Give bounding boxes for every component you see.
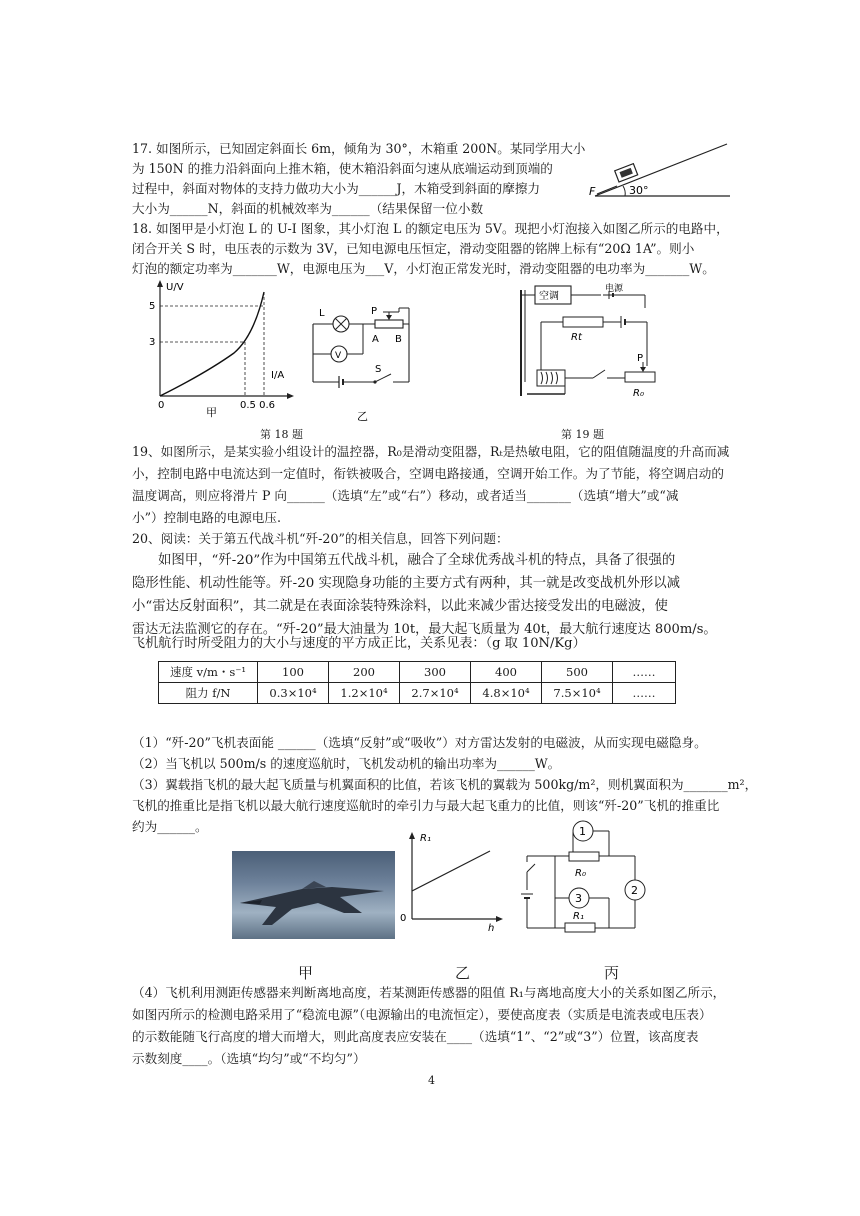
table-cell: 500	[542, 662, 613, 683]
q20-para-5: 飞机航行时所受阻力的大小与速度的平方成正比，关系见表：（g 取 10N/Kg）	[132, 636, 586, 651]
j20-jet-photo	[232, 851, 395, 939]
q20-sub-2: （2）当飞机以 500m/s 的速度巡航时，飞机发动机的输出功率为______W。	[132, 756, 561, 771]
table-row	[159, 662, 676, 683]
table-cell: ……	[613, 662, 676, 683]
graph-x-ticks: 0.5 0.6	[240, 400, 275, 411]
caption-q18: 第 18 题	[260, 428, 303, 441]
table-cell: 阻力 f/N	[159, 683, 258, 704]
r0-label-bing: R₀	[575, 868, 586, 879]
table-cell: 4.8×10⁴	[471, 683, 542, 704]
thermostat-figure	[513, 282, 663, 410]
table-cell: 100	[258, 662, 329, 683]
graph-r1-label: R₁	[420, 833, 431, 844]
q20-sub-1: （1）“歼-20”飞机表面能 ______（选填“反射”或“吸收”）对方雷达发射的电磁波，从而实现电磁隐身。	[132, 735, 707, 750]
q20-sub-4c: 的示数能随飞行高度的增大而增大，则此高度表应安装在____（选填“1”、“2”或“3”）位置，该高度表	[132, 1029, 699, 1044]
graph-zero: 0	[400, 913, 407, 924]
circuit-bing	[517, 818, 657, 930]
page-number: 4	[428, 1074, 435, 1087]
voltmeter-label: V	[335, 351, 342, 361]
q20-line-1: 20、阅读：关于第五代战斗机“歼-20”的相关信息，回答下列问题：	[132, 531, 509, 546]
graph-h-label: h	[488, 923, 495, 934]
table-cell: ……	[613, 683, 676, 704]
label-bing: 丙	[604, 964, 620, 982]
caption-q19: 第 19 题	[561, 428, 604, 441]
ui-graph	[146, 278, 296, 418]
label-jia: 甲	[298, 964, 314, 982]
label-yi: 乙	[455, 964, 471, 982]
q19-line-1: 19、如图所示，是某实验小组设计的温控器，R₀是滑动变阻器，Rₜ是热敏电阻，它的阻值随温度的升高而减	[132, 444, 730, 459]
q20-sub-4a: （4）飞机利用测距传感器来判断离地高度，若某测距传感器的阻值 R₁与离地高度大小的关系如图乙所示，	[132, 985, 726, 1000]
graph-tick-5: 5	[149, 301, 156, 312]
q17-line-3: 过程中，斜面对物体的支持力做功大小为______J，木箱受到斜面的摩擦力	[132, 181, 541, 196]
q20-para-1: 如图甲，“歼-20”作为中国第五代战斗机，融合了全球优秀战斗机的特点，具备了很强的	[158, 553, 676, 568]
q20-para-2: 隐形性能、机动性能等。歼-20 实现隐身功能的主要方式有两种，其一就是改变战机外形以减	[132, 576, 681, 591]
table-row	[159, 683, 676, 704]
graph-tick-3: 3	[149, 337, 156, 348]
q20-sub-4b: 如图丙所示的检测电路采用了“稳流电源”（电源输出的电流恒定），要使高度表（实质是电流表或电压表）	[132, 1007, 712, 1022]
table-cell: 7.5×10⁴	[542, 683, 613, 704]
angle-label: 30°	[629, 184, 649, 197]
force-label: F	[589, 185, 596, 198]
q17-line-1: 17. 如图所示，已知固定斜面长 6m，倾角为 30°，木箱重 200N。某同学用大小	[132, 141, 586, 156]
table-cell: 400	[471, 662, 542, 683]
q20-sub-3b: 飞机的推重比是指飞机以最大航行速度巡航时的牵引力与最大起飞重力的比值，则该“歼-20”飞机的推重比	[132, 798, 720, 813]
table-cell: 200	[329, 662, 400, 683]
q18-line-1: 18. 如图甲是小灯泡 L 的 U-I 图象，其小灯泡 L 的额定电压为 5V。现把小灯泡接入如图乙所示的电路中，	[132, 221, 729, 236]
circuit-label-L: L	[319, 308, 325, 319]
meter-3-label: 3	[575, 892, 582, 905]
q18-line-2: 闭合开关 S 时，电压表的示数为 3V，已知电源电压恒定，滑动变阻器的铭牌上标有“20Ω 1A”。则小	[132, 241, 695, 256]
q19-line-2: 小，控制电路中电流达到一定值时，衔铁被吸合，空调电路接通，空调开始工作。为了节能，将空调启动的	[132, 466, 724, 481]
circuit-name-yi: 乙	[357, 410, 368, 423]
table-cell: 1.2×10⁴	[329, 683, 400, 704]
speed-resistance-table	[158, 661, 676, 704]
circuit-label-B: B	[395, 334, 402, 345]
graph-x-label: I/A	[271, 370, 285, 381]
circuit-yi	[305, 298, 420, 422]
circuit-label-S: S	[375, 364, 382, 375]
q19-line-4: 小”）控制电路的电源电压.	[132, 510, 281, 525]
graph-origin: 0	[158, 400, 165, 411]
q20-sub-3c: 约为______。	[132, 819, 208, 834]
graph-name-jia: 甲	[206, 406, 217, 419]
incline-figure	[585, 138, 735, 204]
r1-height-graph	[396, 829, 506, 934]
q20-para-4: 雷达无法监测它的存在。“歼-20”最大油量为 10t，最大起飞质量为 40t，最大航行速度达 800m/s。	[132, 622, 717, 637]
circuit-label-A: A	[372, 334, 379, 345]
table-cell: 速度 v/m・s⁻¹	[159, 662, 258, 683]
q17-line-2: 为 150N 的推力沿斜面向上推木箱，使木箱沿斜面匀速从底端运动到顶端的	[132, 161, 553, 176]
r1-label-bing: R₁	[573, 911, 584, 922]
q19-line-3: 温度调高，则应将滑片 P 向______（选填“左”或“右”）移动，或者适当_______（选填“增大”或“减	[132, 488, 679, 503]
table-cell: 0.3×10⁴	[258, 683, 329, 704]
circuit-label-P: P	[371, 306, 378, 317]
graph-y-label: U/V	[166, 282, 184, 293]
power-label: 电源	[605, 284, 624, 294]
ac-label: 空调	[539, 291, 559, 302]
r0-label: R₀	[633, 388, 644, 399]
meter-1-label: 1	[579, 825, 586, 838]
rt-label: Rt	[571, 332, 582, 343]
table-cell: 2.7×10⁴	[400, 683, 471, 704]
q17-line-4: 大小为______N，斜面的机械效率为______（结果保留一位小数	[132, 201, 484, 216]
meter-2-label: 2	[631, 884, 638, 897]
table-cell: 300	[400, 662, 471, 683]
q20-para-3: 小“雷达反射面积”，其二就是在表面涂装特殊涂料，以此来减少雷达接受发出的电磁波，使	[132, 599, 668, 614]
p-label: P	[637, 353, 644, 364]
q18-line-3: 灯泡的额定功率为_______W，电源电压为___V，小灯泡正常发光时，滑动变阻器的电功率为_______W。	[132, 261, 715, 276]
q20-sub-4d: 示数刻度____。（选填“均匀”或“不均匀”）	[132, 1051, 366, 1066]
q20-sub-3a: （3）翼载指飞机的最大起飞质量与机翼面积的比值，若该飞机的翼载为 500kg/m²，则机翼面积为_______m²，	[132, 777, 758, 792]
